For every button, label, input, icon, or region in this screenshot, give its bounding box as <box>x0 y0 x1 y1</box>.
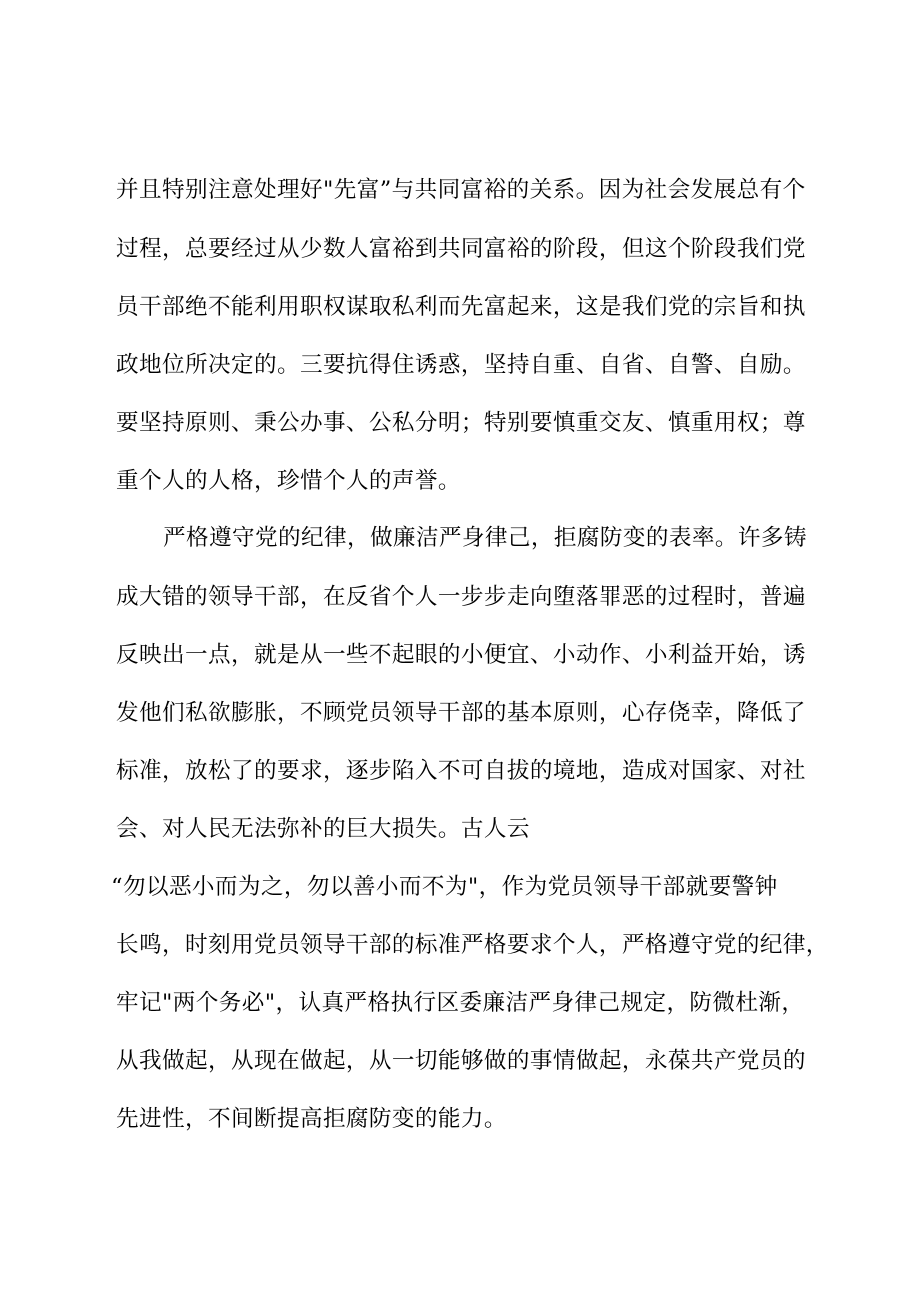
text-line-12: 会、对人民无法弥补的巨大损失。古人云 <box>116 816 530 842</box>
text-line-8: 成大错的领导干部，在反省个人一步步走向堕落罪恶的过程时，普遍 <box>116 584 806 610</box>
text-line-4: 政地位所决定的。三要抗得住诱惑，坚持自重、自省、自警、自励。 <box>116 352 806 378</box>
text-line-13: “勿以恶小而为之，勿以善小而不为"，作为党员领导干部就要警钟 <box>111 874 778 900</box>
text-line-14: 长鸣，时刻用党员领导干部的标准严格要求个人，严格遵守党的纪律， <box>116 932 829 958</box>
text-line-11: 标准，放松了的要求，逐步陷入不可自拔的境地，造成对国家、对社 <box>116 758 806 784</box>
text-line-9: 反映出一点，就是从一些不起眼的小便宜、小动作、小利益开始，诱 <box>116 642 806 668</box>
text-line-1: 并且特别注意处理好"先富”与共同富裕的关系。因为社会发展总有个 <box>116 177 806 203</box>
text-line-6: 重个人的人格，珍惜个人的声誉。 <box>116 468 461 494</box>
text-line-16: 从我做起，从现在做起，从一切能够做的事情做起，永葆共产党员的 <box>116 1048 806 1074</box>
text-line-15: 牢记"两个务必"，认真严格执行区委廉洁严身律己规定，防微杜渐， <box>116 990 805 1016</box>
text-line-10: 发他们私欲膨胀，不顾党员领导干部的基本原则，心存侥幸，降低了 <box>116 700 806 726</box>
text-line-3: 员干部绝不能利用职权谋取私利而先富起来，这是我们党的宗旨和执 <box>116 294 806 320</box>
text-line-17: 先进性，不间断提高拒腐防变的能力。 <box>116 1106 507 1132</box>
text-line-2: 过程，总要经过从少数人富裕到共同富裕的阶段，但这个阶段我们党 <box>116 236 806 262</box>
text-line-7: 严格遵守党的纪律，做廉洁严身律己，拒腐防变的表率。许多铸 <box>163 525 807 551</box>
text-line-5: 要坚持原则、秉公办事、公私分明；特别要慎重交友、慎重用权；尊 <box>116 410 806 436</box>
